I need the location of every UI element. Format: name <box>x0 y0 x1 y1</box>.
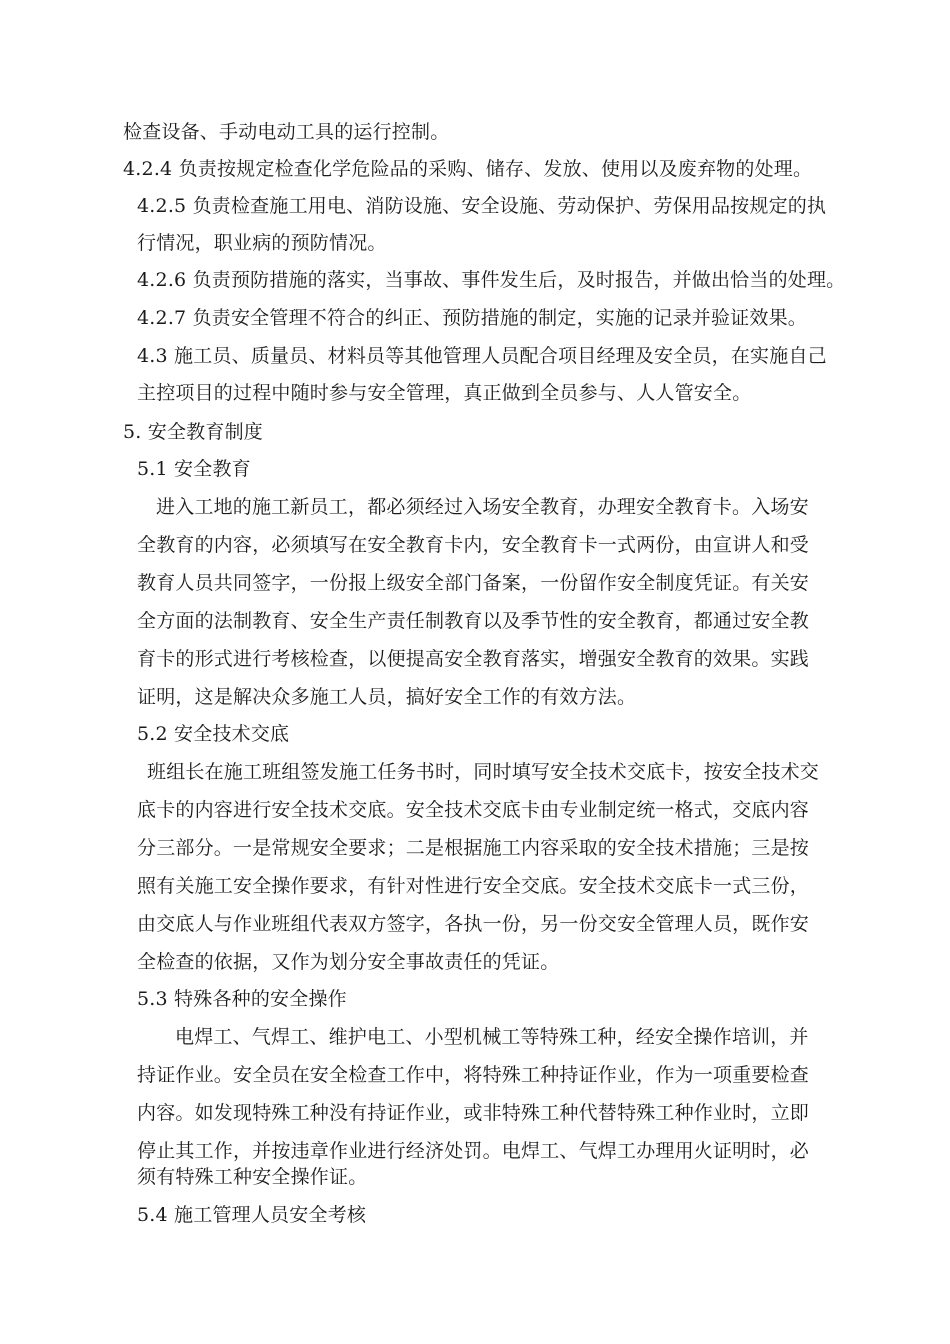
text-line: 进入工地的施工新员工，都必须经过入场安全教育，办理安全教育卡。入场安 <box>156 496 809 518</box>
subsection-heading-5-2: 5.2 安全技术交底 <box>137 723 290 745</box>
text-line: 育卡的形式进行考核检查，以便提高安全教育落实，增强安全教育的效果。实践 <box>137 648 810 670</box>
text-line: 行情况，职业病的预防情况。 <box>137 232 387 254</box>
text-line: 全检查的依据，又作为划分安全事故责任的凭证。 <box>137 951 560 973</box>
text-line: 主控项目的过程中随时参与安全管理，真正做到全员参与、人人管安全。 <box>137 382 752 404</box>
text-line: 检查设备、手动电动工具的运行控制。 <box>123 121 450 143</box>
clause-4-3: 4.3 施工员、质量员、材料员等其他管理人员配合项目经理及安全员，在实施自己 <box>137 345 827 367</box>
section-heading-5: 5. 安全教育制度 <box>123 421 263 443</box>
clause-4-2-5: 4.2.5 负责检查施工用电、消防设施、安全设施、劳动保护、劳保用品按规定的执 <box>137 195 827 217</box>
text-line: 电焊工、气焊工、维护电工、小型机械工等特殊工种，经安全操作培训，并 <box>175 1026 809 1048</box>
text-line: 停止其工作，并按违章作业进行经济处罚。电焊工、气焊工办理用火证明时，必 <box>137 1140 810 1162</box>
text-line: 持证作业。安全员在安全检查工作中，将特殊工种持证作业，作为一项重要检查 <box>137 1064 810 1086</box>
text-line: 底卡的内容进行安全技术交底。安全技术交底卡由专业制定统一格式，交底内容 <box>137 799 810 821</box>
text-line: 全教育的内容，必须填写在安全教育卡内，安全教育卡一式两份，由宣讲人和受 <box>137 534 810 556</box>
text-line: 分三部分。一是常规安全要求；二是根据施工内容采取的安全技术措施；三是按 <box>137 837 810 859</box>
clause-4-2-7: 4.2.7 负责安全管理不符合的纠正、预防措施的制定，实施的记录并验证效果。 <box>137 307 807 329</box>
text-line: 内容。如发现特殊工种没有持证作业，或非特殊工种代替特殊工种作业时，立即 <box>137 1102 810 1124</box>
subsection-heading-5-4: 5.4 施工管理人员安全考核 <box>137 1204 367 1226</box>
text-line: 由交底人与作业班组代表双方签字，各执一份，另一份交安全管理人员，既作安 <box>137 913 810 935</box>
clause-4-2-6: 4.2.6 负责预防措施的落实，当事故、事件发生后，及时报告，并做出恰当的处理。 <box>137 269 846 291</box>
text-line: 全方面的法制教育、安全生产责任制教育以及季节性的安全教育，都通过安全教 <box>137 610 810 632</box>
clause-4-2-4: 4.2.4 负责按规定检查化学危险品的采购、储存、发放、使用以及废弃物的处理。 <box>123 158 813 180</box>
text-line: 照有关施工安全操作要求，有针对性进行安全交底。安全技术交底卡一式三份， <box>137 875 810 897</box>
text-line: 教育人员共同签字，一份报上级安全部门备案，一份留作安全制度凭证。有关安 <box>137 572 810 594</box>
text-line: 证明，这是解决众多施工人员，搞好安全工作的有效方法。 <box>137 686 637 708</box>
subsection-heading-5-3: 5.3 特殊各种的安全操作 <box>137 988 347 1010</box>
subsection-heading-5-1: 5.1 安全教育 <box>137 458 251 480</box>
text-line: 班组长在施工班组签发施工任务书时，同时填写安全技术交底卡，按安全技术交 <box>147 761 820 783</box>
text-line: 须有特殊工种安全操作证。 <box>137 1166 368 1188</box>
